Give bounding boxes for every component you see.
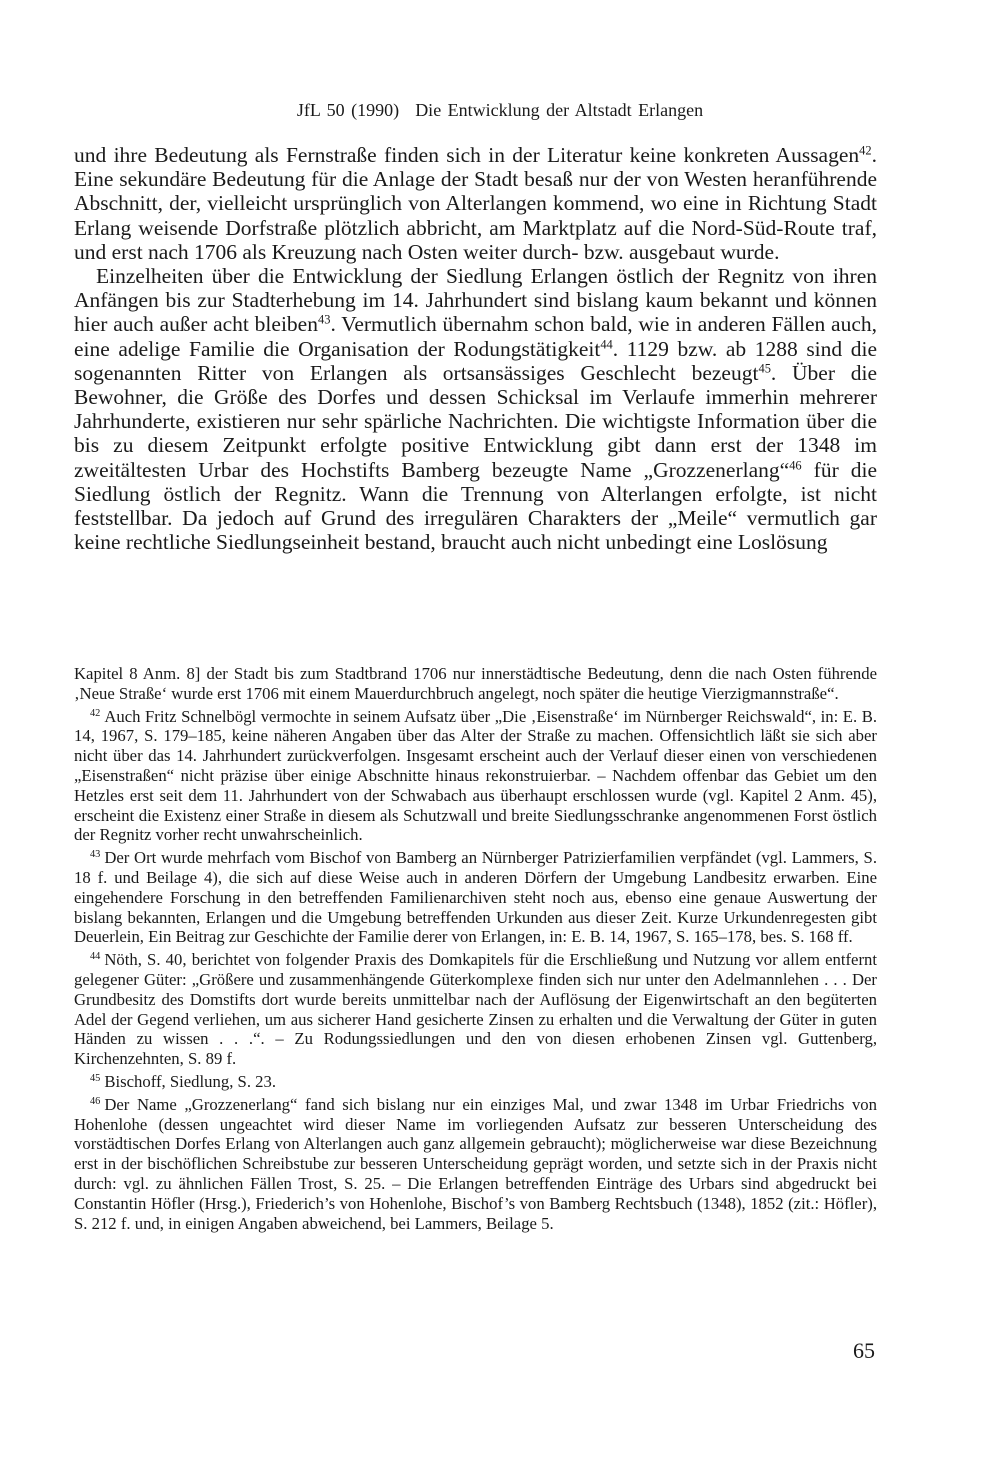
footnote-carryover: Kapitel 8 Anm. 8] der Stadt bis zum Stadtbrand 1706 nur innerstädtische Bedeutung, denn die nach Osten führende ‚Neue Straße‘ wurde erst 1706 mit einem Mauerdurchbruch angelegt, noch später die heutige Vierzigmannstraße“.: [74, 664, 877, 703]
footnote-43: [74, 848, 877, 947]
text-run: . 1129 bzw. ab 1288 sind die sogenannten Ritter von Erlangen als ortsansässiges Geschlecht bezeugt: [74, 336, 877, 385]
footnote-ref: 44: [600, 336, 613, 351]
footnote-number: 44: [90, 951, 101, 963]
text-run: . Über die Bewohner, die Größe des Dorfes und dessen Schicksal im Verlaufe immerhin mehrerer Jahrhunderte, existieren nur sehr spärliche Nachrichten. Die wichtigste Information über die bis zu diesem Zeitpunkt erfolgte positive Entwicklung gibt dann erst der 1348 im zweitältesten Urbar des Hochstifts Bamberg bezeugte Name „Grozzenerlang“: [74, 360, 877, 482]
text-run: und ihre Bedeutung als Fernstraße finden sich in der Literatur keine konkreten Aussagen: [74, 143, 860, 167]
footnote-text: Nöth, S. 40, berichtet von folgender Praxis des Domkapitels für die Erschließung und Nutzung vor allem entfernt gelegener Güter: „Größere und zusammenhängende Güterkomplexe finden sich nur unter den Adelmannlehen . . . Der Grundbesitz des Domstifts dort wurde bereits unmittelbar nach der Auflösung der Eigenwirtschaft an den begüterten Adel der Gegend verliehen, um aus sicherer Hand gesicherte Zinsen zu erhalten und die Verwaltung der Güter in guten Händen zu wissen . . .“. – Zu Rodungssiedlungen und den von diesen erhobenen Zinsen vgl. Guttenberg, Kirchenzehnten, S. 89 f.: [74, 950, 877, 1069]
page-number: 65: [853, 1338, 875, 1363]
footnote-number: 46: [90, 1096, 101, 1108]
footnote-44: [74, 950, 877, 1069]
footnote-number: 45: [90, 1073, 101, 1085]
footnote-46: [74, 1095, 877, 1234]
footnote-45: [74, 1072, 877, 1092]
article-title: Die Entwicklung der Altstadt Erlangen: [415, 100, 704, 120]
footnote-ref: 43: [317, 312, 331, 327]
running-header: [0, 100, 1000, 121]
text-run: . Vermutlich übernahm schon bald, wie in anderen Fällen auch, eine adelige Familie die Organisation der Rodungstätigkeit: [74, 312, 877, 361]
footnote-text: Der Ort wurde mehrfach vom Bischof von Bamberg an Nürnberger Patrizierfamilien verpfändet (vgl. Lammers, S. 18 f. und Beilage 4), die sich auf diese Weise auch in anderen Dörfern der Umgebung Landbesitz erwarben. Eine eingehendere Forschung in den betreffenden Familienarchiven steht noch aus, ebenso eine genaue Auswertung der bislang bekannten, Erlangen und die Umgebung betreffenden Urkunden aus dieser Zeit. Kurze Urkundenregesten gibt Deuerlein, Ein Beitrag zur Geschichte der Familie derer von Erlangen, in: E. B. 14, 1967, S. 165–178, bes. S. 168 ff.: [74, 848, 877, 947]
paragraph: [74, 264, 877, 554]
footnote-ref: 46: [789, 457, 802, 472]
footnote-text: Der Name „Grozzenerlang“ fand sich bislang nur ein einziges Mal, und zwar 1348 im Urbar Friedrichs von Hohenlohe (dessen ungeachtet wird dieser Name im vorliegenden Aufsatz zur besseren Unterscheidung des vorstädtischen Dorfes Erlang von Alterlangen auch ganz allgemein gebraucht); möglicherweise war diese Bezeichnung erst in der bischöflichen Schreibstube zur besseren Unterscheidung geprägt worden, und setzte sich in der Praxis nicht durch: vgl. zu ähnlichen Fällen Trost, S. 25. – Die Erlangen betreffenden Einträge des Urbars sind abgedruckt bei Constantin Höfler (Hrsg.), Friederich’s von Hohenlohe, Bischof’s von Bamberg Rechtsbuch (1348), 1852 (zit.: Höfler), S. 212 f. und, in einigen Angaben abweichend, bei Lammers, Beilage 5.: [74, 1094, 877, 1233]
text-run: für die Siedlung östlich der Regnitz. Wann die Trennung von Alterlangen erfolgte, ist nicht feststellbar. Da jedoch auf Grund des irregulären Charakters der „Meile“ vermutlich gar keine rechtliche Siedlungseinheit bestand, braucht auch nicht unbedingt eine Loslösung: [74, 457, 877, 555]
journal-reference: JfL 50 (1990): [296, 100, 400, 120]
footnote-ref: 42: [859, 143, 872, 158]
footnote-ref: 45: [758, 361, 771, 376]
paragraph: [74, 143, 877, 264]
body-text: [74, 143, 877, 554]
text-run: . Eine sekundäre Bedeutung für die Anlage der Stadt besaß nur der von Westen heranführende Abschnitt, der, vielleicht ursprünglich von Alterlangen kommend, wo eine in Richtung Stadt Erlang weisende Dorfstraße plötzlich abbricht, am Marktplatz auf die Nord-Süd-Route traf, und erst nach 1706 als Kreuzung nach Osten weiter durch- bzw. ausgebaut wurde.: [74, 143, 877, 264]
footnote-42: [74, 707, 877, 846]
footnote-text: Bischoff, Siedlung, S. 23.: [104, 1071, 277, 1091]
footnote-number: 42: [90, 707, 101, 719]
text-run: Einzelheiten über die Entwicklung der Siedlung Erlangen östlich der Regnitz von ihren Anfängen bis zur Stadterhebung im 14. Jahrhundert sind bislang kaum bekannt und können hier auch außer acht bleiben: [74, 264, 877, 337]
footnote-number: 43: [90, 849, 101, 861]
footnote-text: Auch Fritz Schnelbögl vermochte in seinem Aufsatz über „Die ‚Eisenstraße‘ im Nürnberger Reichswald“, in: E. B. 14, 1967, S. 179–185, keine näheren Angaben über das Alter der Straße zu machen. Offensichtlich läßt sie sich aber nicht über das 14. Jahrhundert zurückverfolgen. Insgesamt erscheint auch der Verlauf dieser einen von verschiedenen „Eisenstraßen“ nicht präzise über einige Abschnitte hinaus rekonstruierbar. – Nachdem offenbar das Gebiet um den Hetzles erst seit dem 11. Jahrhundert von der Schwabach aus überhaupt erschlossen wurde (vgl. Kapitel 2 Anm. 45), erscheint die Existenz einer Straße in diesem als Schutzwall und breite Siedlungsschranke angenommenen Forst östlich der Regnitz vorher recht unwahrscheinlich.: [74, 706, 877, 845]
footnotes: [74, 664, 877, 1233]
